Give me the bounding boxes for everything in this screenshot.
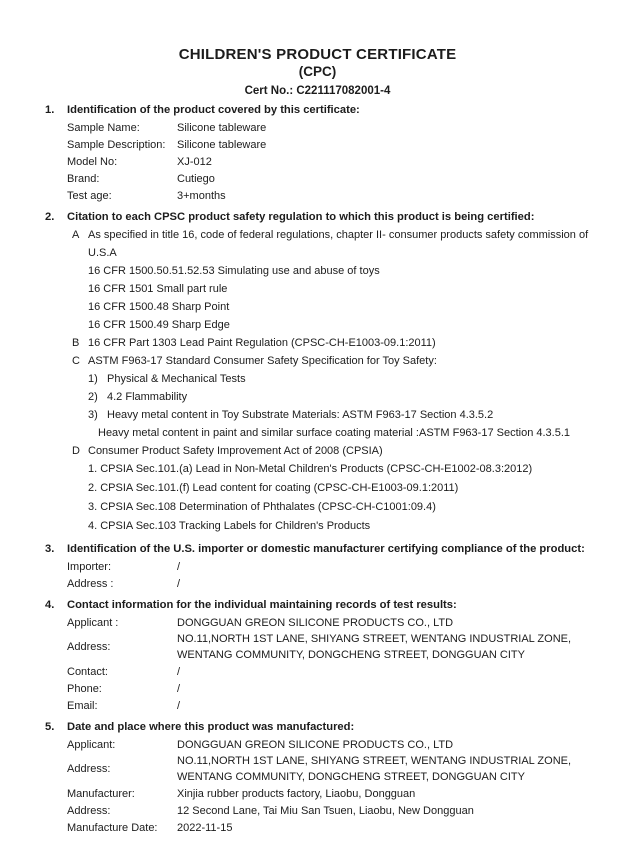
line-number: 3) — [88, 409, 98, 421]
regulation-item-d — [72, 442, 590, 460]
line-text: Heavy metal content in Toy Substrate Materials: ASTM F963-17 Section 4.3.5.2 — [107, 409, 494, 421]
section-heading-text: Identification of the U.S. importer or domestic manufacturer certifying compliance of the product: — [67, 543, 585, 555]
line-number: 1) — [88, 373, 98, 385]
section-number: 2. — [45, 211, 55, 223]
numbered-line — [88, 406, 590, 424]
field-row — [67, 697, 590, 714]
field-label: Manufacture Date: — [67, 821, 158, 834]
item-letter: B — [72, 337, 80, 349]
field-label: Sample Description: — [67, 138, 166, 151]
section-1-heading — [45, 102, 590, 119]
section-number: 4. — [45, 599, 55, 611]
field-row — [67, 558, 590, 575]
field-row — [67, 736, 590, 753]
document-title: CHILDREN'S PRODUCT CERTIFICATE — [178, 46, 457, 63]
field-value: / — [177, 665, 181, 678]
section-4-rows — [45, 614, 590, 714]
line-text: 4.2 Flammability — [107, 391, 188, 403]
item-text: 16 CFR Part 1303 Lead Paint Regulation (CPSC-CH-E1003-09.1:2011) — [88, 337, 436, 349]
section-2-heading — [45, 209, 590, 226]
field-label: Manufacturer: — [67, 787, 135, 800]
field-value: / — [177, 560, 181, 573]
field-label: Email: — [67, 699, 98, 712]
regulation-line: 2. CPSIA Sec.101.(f) Lead content for coating (CPSC-CH-E1003-09.1:2011) — [88, 482, 459, 494]
field-value: / — [177, 682, 181, 695]
regulation-line: 4. CPSIA Sec.103 Tracking Labels for Children's Products — [88, 520, 371, 532]
regulation-line: Heavy metal content in paint and similar surface coating material :ASTM F963-17 Section 4.3.5.1 — [98, 427, 571, 439]
field-label: Address: — [67, 763, 111, 775]
line-number: 2) — [88, 391, 98, 403]
section-number: 5. — [45, 721, 55, 733]
section-3-heading — [45, 541, 590, 558]
item-d-sublines — [72, 460, 590, 536]
line-text: Physical & Mechanical Tests — [107, 373, 246, 385]
regulation-line: 16 CFR 1500.50.51.52.53 Simulating use and abuse of toys — [88, 265, 380, 277]
field-value: Silicone tableware — [177, 121, 267, 134]
regulation-line: 16 CFR 1501 Small part rule — [88, 283, 228, 295]
regulation-line: 16 CFR 1500.49 Sharp Edge — [88, 319, 230, 331]
section-3-rows — [45, 558, 590, 592]
regulation-item-a — [72, 226, 590, 262]
field-row — [67, 119, 590, 136]
field-row — [67, 170, 590, 187]
section-heading-text: Identification of the product covered by this certificate: — [67, 104, 360, 116]
field-value: 2022-11-15 — [177, 821, 233, 834]
numbered-line — [88, 370, 590, 388]
field-row — [67, 631, 590, 663]
field-label: Sample Name: — [67, 121, 140, 134]
field-label: Brand: — [67, 172, 100, 185]
field-label: Phone: — [67, 682, 102, 695]
field-label: Applicant: — [67, 738, 116, 751]
field-row — [67, 663, 590, 680]
field-row — [67, 802, 590, 819]
field-label: Contact: — [67, 665, 108, 678]
field-row — [67, 819, 590, 836]
field-value: 12 Second Lane, Tai Miu San Tsuen, Liaobu, New Dongguan — [177, 804, 474, 817]
field-row — [67, 136, 590, 153]
field-row — [67, 785, 590, 802]
document-subtitle: (CPC) — [298, 64, 337, 79]
item-letter: C — [72, 355, 80, 367]
field-label: Model No: — [67, 155, 118, 168]
item-c-sublines — [72, 370, 590, 442]
field-label: Importer: — [67, 560, 112, 573]
item-text: ASTM F963-17 Standard Consumer Safety Specification for Toy Safety: — [88, 355, 437, 367]
field-row — [67, 614, 590, 631]
numbered-line — [88, 388, 590, 406]
field-label: Test age: — [67, 189, 112, 202]
field-value: NO.11,NORTH 1ST LANE, SHIYANG STREET, WENTANG INDUSTRIAL ZONE, WENTANG COMMUNITY, DONGCHENG STREET, DONGGUAN CITY — [177, 755, 572, 783]
section-4-heading — [45, 597, 590, 614]
section-heading-text: Contact information for the individual maintaining records of test results: — [67, 599, 457, 611]
regulation-line: 3. CPSIA Sec.108 Determination of Phthalates (CPSC-CH-C1001:09.4) — [88, 501, 436, 513]
field-value: Cutiego — [177, 172, 215, 185]
item-letter: D — [72, 445, 80, 457]
field-row — [67, 187, 590, 204]
field-value: 3+months — [177, 189, 226, 202]
regulation-line: 1. CPSIA Sec.101.(a) Lead in Non-Metal Children's Products (CPSC-CH-E1002-08.3:2012) — [88, 463, 533, 475]
field-value: / — [177, 577, 181, 590]
field-row — [67, 753, 590, 785]
field-value: DONGGUAN GREON SILICONE PRODUCTS CO., LTD — [177, 616, 454, 629]
field-row — [67, 680, 590, 697]
section-5-rows — [45, 736, 590, 836]
section-number: 3. — [45, 543, 55, 555]
field-label: Applicant : — [67, 616, 119, 629]
section-5-heading — [45, 719, 590, 736]
item-a-sublines — [72, 262, 590, 334]
field-value: Xinjia rubber products factory, Liaobu, Dongguan — [177, 787, 416, 800]
field-label: Address: — [67, 804, 111, 817]
field-value: XJ-012 — [177, 155, 212, 168]
regulation-item-b — [72, 334, 590, 352]
section-1-rows — [45, 119, 590, 204]
field-value: NO.11,NORTH 1ST LANE, SHIYANG STREET, WENTANG INDUSTRIAL ZONE, WENTANG COMMUNITY, DONGCHENG STREET, DONGGUAN CITY — [177, 633, 572, 661]
field-value: Silicone tableware — [177, 138, 267, 151]
field-label: Address: — [67, 641, 111, 653]
field-label: Address : — [67, 577, 114, 590]
section-2-body — [45, 226, 590, 536]
field-row — [67, 575, 590, 592]
field-value: / — [177, 699, 181, 712]
field-row — [67, 153, 590, 170]
section-heading-text: Date and place where this product was manufactured: — [67, 721, 355, 733]
item-text: Consumer Product Safety Improvement Act of 2008 (CPSIA) — [88, 445, 383, 457]
regulation-line: 16 CFR 1500.48 Sharp Point — [88, 301, 230, 313]
section-number: 1. — [45, 104, 55, 116]
field-value: DONGGUAN GREON SILICONE PRODUCTS CO., LTD — [177, 738, 454, 751]
regulation-item-c — [72, 352, 590, 370]
item-letter: A — [72, 229, 80, 241]
item-text: As specified in title 16, code of federal regulations, chapter II- consumer products safety commission of U.S.A — [88, 229, 589, 259]
section-heading-text: Citation to each CPSC product safety regulation to which this product is being certified: — [67, 211, 535, 223]
certificate-number: Cert No.: C221117082001-4 — [244, 85, 391, 97]
